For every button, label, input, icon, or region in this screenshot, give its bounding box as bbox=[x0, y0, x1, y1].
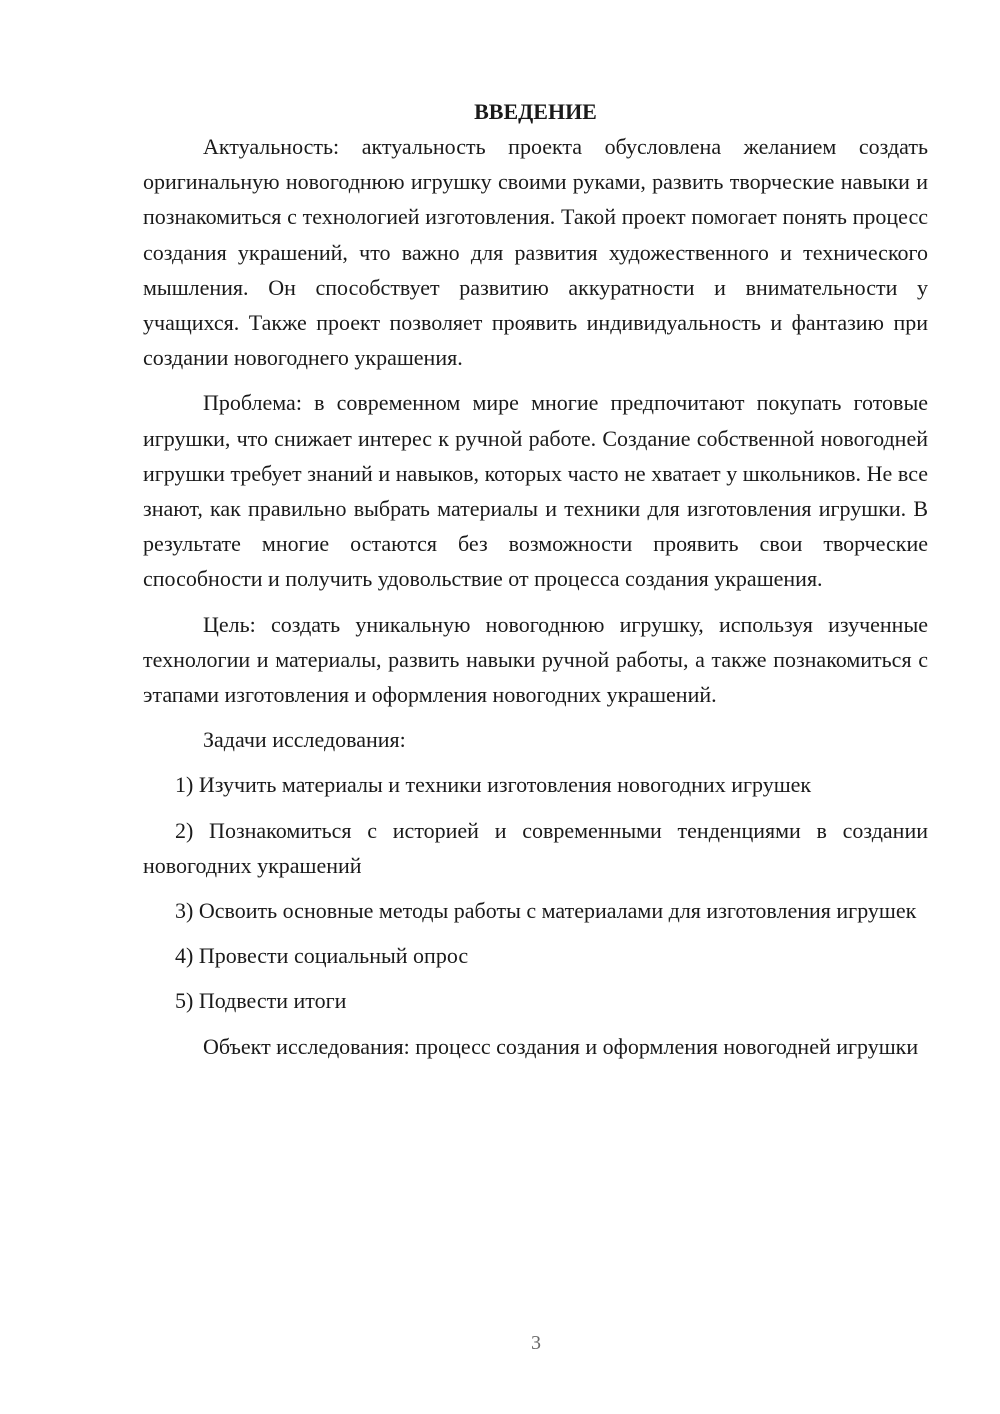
task-item: 5) Подвести итоги bbox=[175, 988, 347, 1014]
task-item: 2) Познакомиться с историей и современными тенденциями в создании новогодних украшений bbox=[143, 817, 928, 878]
section-title: ВВЕДЕНИЕ bbox=[474, 99, 597, 124]
paragraph-problem: Проблема: в современном мире многие предпочитают покупать готовые игрушки, что снижает интерес к ручной работе. Создание собственной новогодней игрушки требует знаний и навыков, которых часто не хватает у школьников. Не все знают, как правильно выбрать материалы и техники для изготовления игрушки. В результате многие остаются без возможности проявить свои творческие способности и получить удовольствие от процесса создания украшения. bbox=[143, 390, 928, 592]
task-item: 3) Освоить основные методы работы с материалами для изготовления игрушек bbox=[175, 898, 917, 924]
task-item: 4) Провести социальный опрос bbox=[175, 943, 469, 969]
tasks-heading: Задачи исследования: bbox=[203, 727, 406, 753]
paragraph-object: Объект исследования: процесс создания и оформления новогодней игрушки bbox=[203, 1033, 919, 1059]
page-number: 3 bbox=[531, 1332, 541, 1354]
task-item: 1) Изучить материалы и техники изготовления новогодних игрушек bbox=[175, 772, 812, 798]
paragraph-relevance: Актуальность: актуальность проекта обусловлена желанием создать оригинальную новогоднюю игрушку своими руками, развить творческие навыки и познакомиться с технологией изготовления. Такой проект помогает понять процесс создания украшений, что важно для развития художественного и технического мышления. Он способствует развитию аккуратности и внимательности у учащихся. Также проект позволяет проявить индивидуальность и фантазию при создании новогоднего украшения. bbox=[143, 134, 928, 371]
page-content bbox=[143, 94, 928, 1074]
paragraph-goal: Цель: создать уникальную новогоднюю игрушку, используя изученные технологии и материалы, развить навыки ручной работы, а также познакомиться с этапами изготовления и оформления новогодних украшений. bbox=[143, 611, 928, 708]
